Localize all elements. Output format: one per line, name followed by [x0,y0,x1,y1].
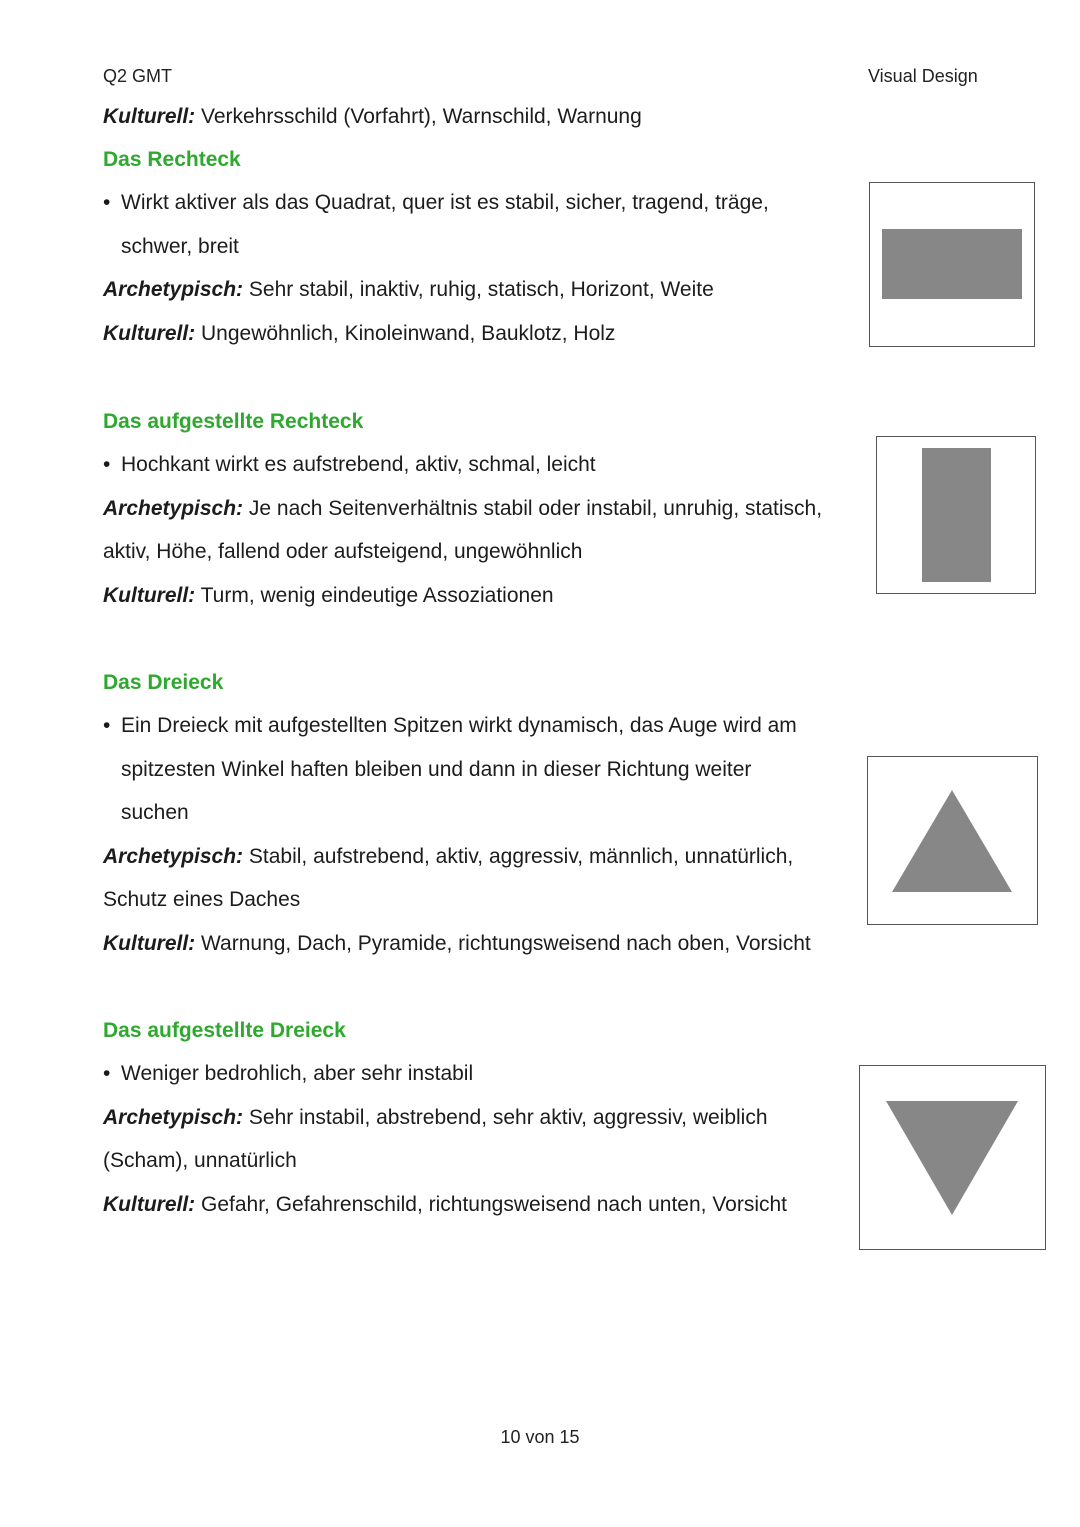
archetypisch-label: Archetypisch: [103,1106,244,1129]
triangle-up-shape [868,757,1036,923]
kulturell-text: Ungewöhnlich, Kinoleinwand, Bauklotz, Holz [195,322,616,345]
archetypisch-line [103,495,822,523]
kulturell-line [103,1191,787,1219]
archetypisch-label: Archetypisch: [103,278,244,301]
kulturell-label: Kulturell: [103,105,196,128]
section-title-aufgestelltes-dreieck: Das aufgestellte Dreieck [103,1019,346,1042]
bullet-dot: • [103,453,111,476]
bullet-dot: • [103,191,111,214]
bullet-line: Weniger bedrohlich, aber sehr instabil [121,1062,474,1085]
triangle-down-shape [860,1066,1044,1248]
kulturell-line [103,930,811,958]
kulturell-text: Gefahr, Gefahrenschild, richtungsweisend nach unten, Vorsicht [195,1193,788,1216]
section-title-rechteck: Das Rechteck [103,148,241,171]
bullet-line: Ein Dreieck mit aufgestellten Spitzen wirkt dynamisch, das Auge wird am [121,714,797,737]
kulturell-text: Warnung, Dach, Pyramide, richtungsweisend nach oben, Vorsicht [195,932,811,955]
archetypisch-line [103,1104,768,1132]
archetypisch-label: Archetypisch: [103,497,244,520]
kulturell-label: Kulturell: [103,322,196,345]
section-title-aufgestelltes-rechteck: Das aufgestellte Rechteck [103,410,364,433]
archetypisch-line [103,276,714,304]
archetypisch-text: Sehr stabil, inaktiv, ruhig, statisch, Horizont, Weite [243,278,714,301]
archetypisch-text: Sehr instabil, abstrebend, sehr aktiv, aggressiv, weiblich [243,1106,768,1129]
bullet-line: schwer, breit [121,235,239,258]
header-course: Q2 GMT [103,66,173,86]
vertical-rectangle-shape [922,448,991,582]
kulturell-line [103,582,554,610]
kulturell-label: Kulturell: [103,584,196,607]
bullet-line: suchen [121,801,189,824]
kulturell-label: Kulturell: [103,932,196,955]
bullet-line: Wirkt aktiver als das Quadrat, quer ist es stabil, sicher, tragend, träge, [121,191,769,214]
kulturell-text: Turm, wenig eindeutige Assoziationen [195,584,554,607]
intro-kulturell [103,103,642,131]
page-number: 10 von 15 [500,1427,580,1447]
kulturell-line [103,320,615,348]
archetypisch-text: Stabil, aufstrebend, aktiv, aggressiv, männlich, unnatürlich, [243,845,794,868]
header-subject: Visual Design [868,66,978,86]
kulturell-text: Verkehrsschild (Vorfahrt), Warnschild, Warnung [195,105,642,128]
archetypisch-continuation: aktiv, Höhe, fallend oder aufsteigend, ungewöhnlich [103,540,583,563]
archetypisch-continuation: (Scham), unnatürlich [103,1149,297,1172]
horizontal-rectangle-shape [882,229,1022,299]
archetypisch-line [103,843,793,871]
shape-frame-triangle-up [867,756,1038,925]
archetypisch-continuation: Schutz eines Daches [103,888,301,911]
archetypisch-label: Archetypisch: [103,845,244,868]
shape-frame-horizontal-rectangle [869,182,1035,347]
archetypisch-text: Je nach Seitenverhältnis stabil oder instabil, unruhig, statisch, [243,497,823,520]
bullet-dot: • [103,714,111,737]
shape-frame-triangle-down [859,1065,1046,1250]
shape-frame-vertical-rectangle [876,436,1036,594]
bullet-line: Hochkant wirkt es aufstrebend, aktiv, schmal, leicht [121,453,596,476]
section-title-dreieck: Das Dreieck [103,671,224,694]
bullet-line: spitzesten Winkel haften bleiben und dann in dieser Richtung weiter [121,758,752,781]
kulturell-label: Kulturell: [103,1193,196,1216]
bullet-dot: • [103,1062,111,1085]
